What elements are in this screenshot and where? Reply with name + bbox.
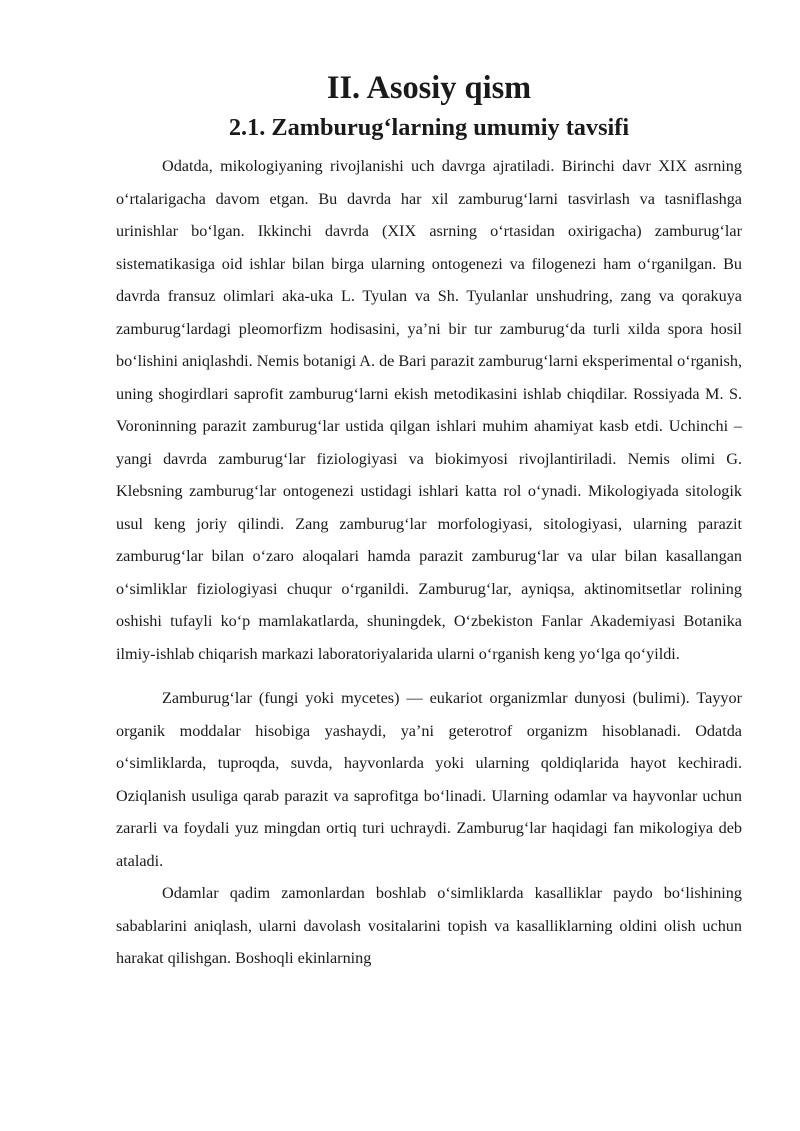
document-page [116, 72, 742, 975]
paragraph-definition: Zamburug‘lar (fungi yoki mycetes) — eukariot organizmlar dunyosi (bulimi). Tayyor organik moddalar hisobiga yashaydi, ya’ni geterotrof organizm hisoblanadi. Odatda o‘simliklarda, tuproqda, suvda, hayvonlarda yoki ularning qoldiqlarida hayot kechiradi. Oziqlanish usuliga qarab parazit va saprofitga bo‘linadi. Ularning odamlar va hayvonlar uchun zararli va foydali yuz mingdan ortiq turi uchraydi. Zamburug‘lar haqidagi fan mikologiya deb ataladi. [116, 689, 742, 870]
paragraph-history: Odatda, mikologiyaning rivojlanishi uch davrga ajratiladi. Birinchi davr XIX asrning o‘rtalarigacha davom etgan. Bu davrda har xil zamburug‘larni tasvirlash va tasniflashga urinishlar bo‘lgan. Ikkinchi davrda (XIX asrning o‘rtasidan oxirigacha) zamburug‘lar sistematikasiga oid ishlar bilan birga ularning ontogenezi va filogenezi ham o‘rganilgan. Bu davrda fransuz olimlari aka-uka L. Tyulan va Sh. Tyulanlar unshudring, zang va qorakuya zamburug‘lardagi pleomorfizm hodisasini, ya’ni bir tur zamburug‘da turli xilda spora hosil bo‘lishini aniqlashdi. Nemis botanigi A. de Bari parazit zamburug‘larni eksperimental o‘rganish, uning shogirdlari saprofit zamburug‘larni ekish metodikasini ishlab chiqdilar. Rossiyada M. S. Voroninning parazit zamburug‘lar ustida qilgan ishlari muhim ahamiyat kasb etdi. Uchinchi – yangi davrda zamburug‘lar fiziologiyasi va biokimyosi rivojlantiriladi. Nemis olimi G. Klebsning zamburug‘lar ontogenezi ustidagi ishlari katta rol o‘ynadi. Mikologiyada sitologik usul keng joriy qilindi. Zang zamburug‘lar morfologiyasi, sitologiyasi, ularning parazit zamburug‘lar bilan o‘zaro aloqalari hamda parazit zamburug‘lar va ular bilan kasallangan o‘simliklar fiziologiyasi chuqur o‘rganildi. Zamburug‘lar, ayniqsa, aktinomitsetlar rolining oshishi tufayli ko‘p mamlakatlarda, shuningdek, O‘zbekiston Fanlar Akademiyasi Botanika ilmiy-ishlab chiqarish markazi laboratoriyalarida ularni o‘rganish keng yo‘lga qo‘yildi. [116, 157, 742, 663]
section-title: II. Asosiy qism [326, 70, 532, 106]
paragraph-diseases: Odamlar qadim zamonlardan boshlab o‘simliklarda kasalliklar paydo bo‘lishining sabablarini aniqlash, ularni davolash vositalarini topish va kasalliklarning oldini olish uchun harakat qilishgan. Boshoqli ekinlarning [116, 884, 742, 967]
subsection-title: 2.1. Zamburug‘larning umumiy tavsifi [228, 114, 630, 141]
